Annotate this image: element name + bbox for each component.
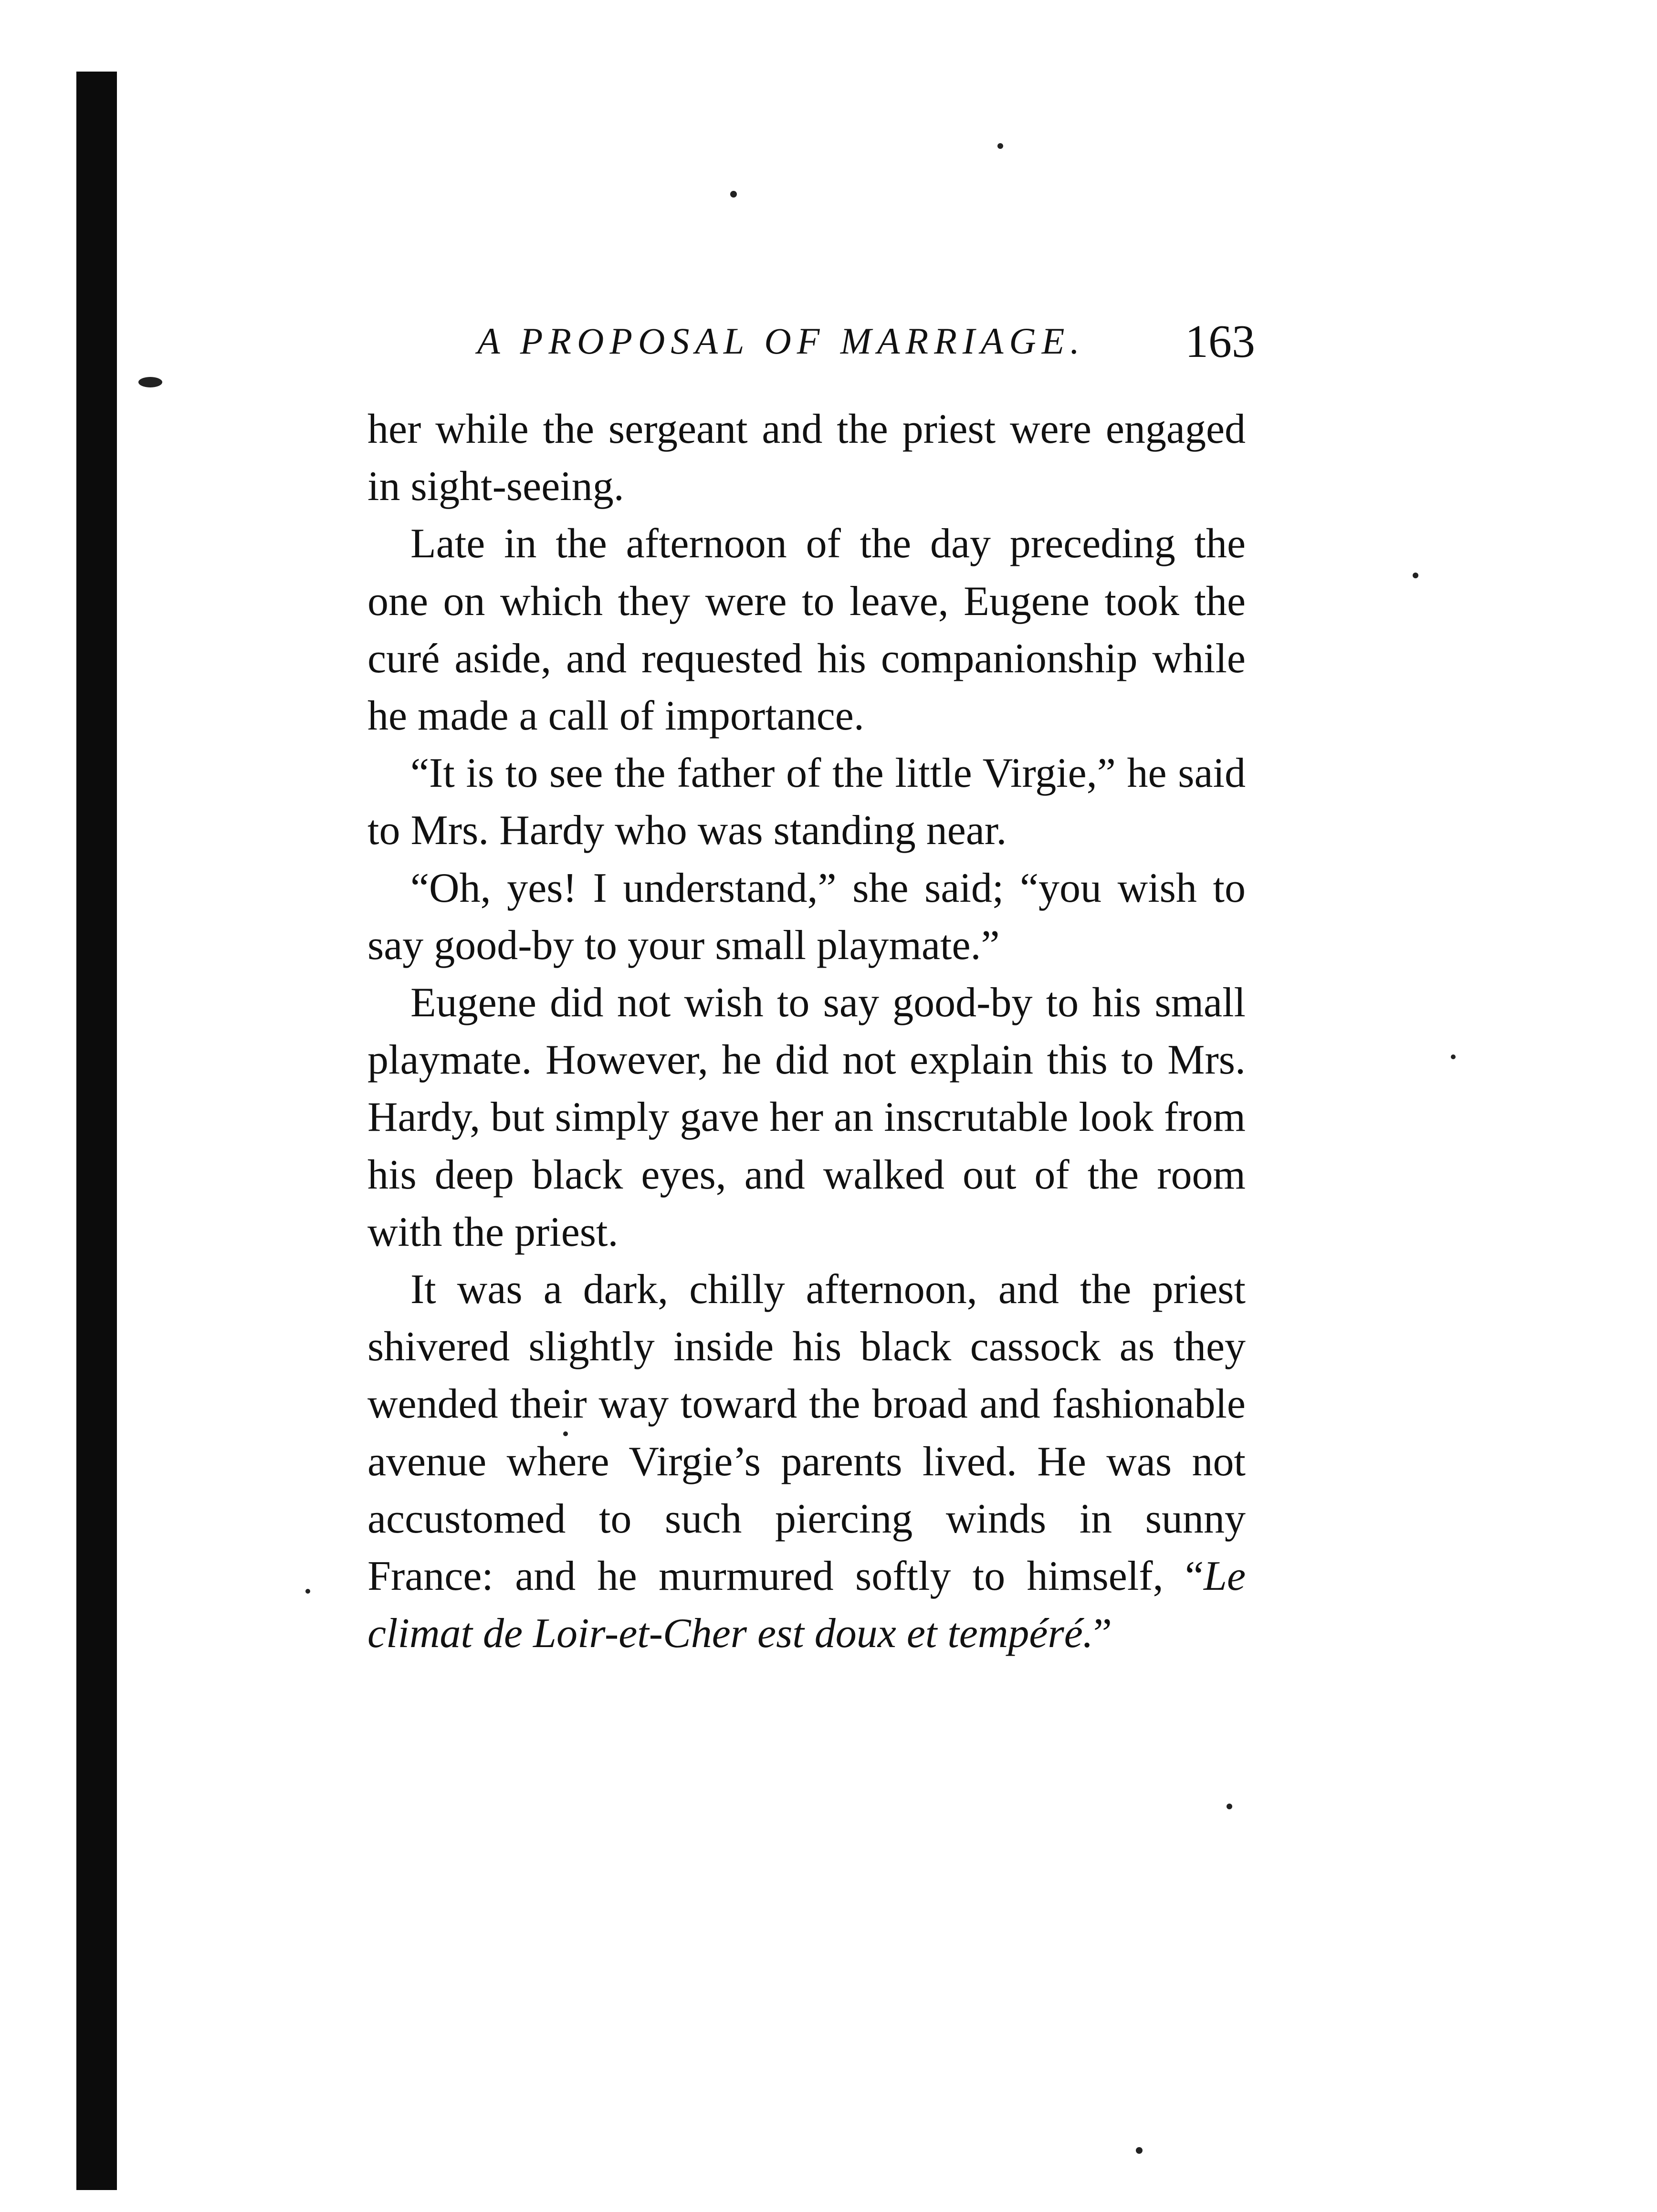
- scan-speck: [1227, 1804, 1232, 1809]
- scan-speck: [138, 377, 162, 387]
- paragraph: her while the sergeant and the priest were engaged in sight-seeing.: [367, 406, 1246, 510]
- paragraph: Late in the afternoon of the day preceding the one on which they were to leave, Eugene took the curé aside, and requested his companionship while he made a call of importance.: [367, 521, 1246, 740]
- body-text: [367, 401, 1246, 1662]
- page-header: [477, 310, 1260, 372]
- paragraph: “Oh, yes! I understand,” she said; “you wish to say good-by to your small playmate.”: [367, 865, 1246, 969]
- scan-speck: [1136, 2147, 1143, 2154]
- closing-quote-mark: ”: [1093, 1610, 1112, 1657]
- paragraph: “It is to see the father of the little Virgie,” he said to Mrs. Hardy who was standing near.: [367, 750, 1246, 854]
- paragraph: [367, 1261, 1246, 1662]
- running-title: A PROPOSAL OF MARRIAGE.: [477, 320, 1085, 362]
- french-quote: Le climat de Loir-et-Cher est doux et tempéré.: [367, 1553, 1246, 1657]
- scan-speck: [1413, 573, 1418, 578]
- paragraph-text: It was a dark, chilly afternoon, and the priest shivered slightly inside his black cassock as they wended their way toward the broad and fashionable avenue where Virgie’s parents lived. He was not accustomed to such piercing winds in sunny France: and he murmured softly to himself, “: [367, 1266, 1246, 1600]
- scan-speck: [305, 1589, 310, 1594]
- scan-speck: [730, 191, 737, 198]
- scan-speck: [1451, 1054, 1456, 1059]
- binding-shadow: [76, 72, 117, 2190]
- paragraph: Eugene did not wish to say good-by to his small playmate. However, he did not explain this to Mrs. Hardy, but simply gave her an inscrutable look from his deep black eyes, and walked out of the room with the priest.: [367, 980, 1246, 1255]
- page-number: 163: [1185, 316, 1255, 367]
- scan-speck: [997, 143, 1003, 149]
